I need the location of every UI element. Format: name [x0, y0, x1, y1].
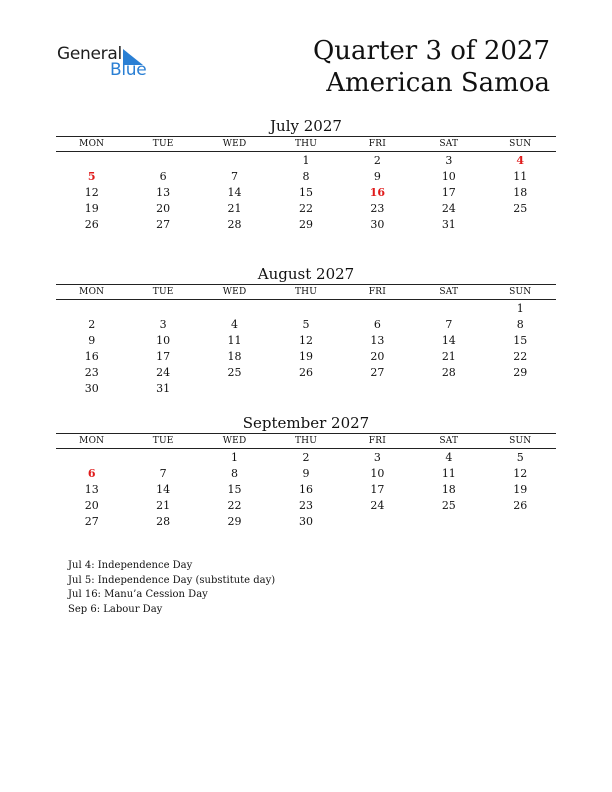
weekday-header: SUN [509, 287, 532, 297]
empty-day-cell [485, 514, 556, 530]
weekday-header: SAT [439, 287, 459, 297]
day-cell: 28 [156, 515, 171, 528]
month-calendar [56, 413, 556, 530]
day-cell: 29 [298, 218, 313, 231]
weekday-header: SUN [509, 436, 532, 446]
day-cell: 31 [441, 218, 456, 231]
empty-day-cell [199, 153, 270, 169]
week-row [56, 201, 556, 217]
day-cell: 18 [441, 483, 456, 496]
day-cell: 9 [88, 334, 96, 347]
day-cell: 27 [156, 218, 171, 231]
day-cell: 28 [227, 218, 242, 231]
day-cell: 9 [373, 170, 381, 183]
day-cell: 10 [441, 170, 456, 183]
weekday-header: SAT [439, 139, 459, 149]
day-cell: 1 [302, 154, 310, 167]
day-cell: 10 [156, 334, 171, 347]
weekday-header: THU [294, 287, 317, 297]
holiday-note: Jul 16: Manu’a Cession Day [68, 589, 208, 600]
weekday-header: SAT [439, 436, 459, 446]
day-cell: 29 [513, 366, 528, 379]
day-cell: 28 [441, 366, 456, 379]
logo-word-general: General [57, 44, 122, 64]
day-cell: 14 [156, 483, 171, 496]
day-cell: 27 [370, 366, 385, 379]
holiday-note: Jul 5: Independence Day (substitute day) [68, 574, 276, 586]
weekday-header-row [56, 433, 556, 449]
weekday-header: FRI [368, 287, 386, 297]
day-cell: 12 [84, 186, 99, 199]
empty-day-cell [413, 381, 484, 397]
logo [57, 44, 157, 82]
day-cell: 23 [370, 202, 385, 215]
weekday-header: SUN [509, 139, 532, 149]
day-cell: 7 [231, 170, 239, 183]
empty-day-cell [56, 450, 127, 466]
holiday-note: Sep 6: Labour Day [68, 603, 163, 615]
week-row [56, 381, 556, 397]
title-line-1: Quarter 3 of 2027 [312, 36, 550, 66]
week-row [56, 185, 556, 201]
weekday-header: TUE [152, 287, 174, 297]
day-cell: 6 [373, 318, 381, 331]
day-cell: 17 [156, 350, 171, 363]
week-row [56, 450, 556, 466]
day-cell: 2 [373, 154, 381, 167]
week-row [56, 349, 556, 365]
day-cell: 10 [370, 467, 385, 480]
day-cell: 12 [298, 334, 313, 347]
day-cell: 26 [84, 218, 99, 231]
week-row [56, 514, 556, 530]
day-cell: 8 [231, 467, 239, 480]
empty-day-cell [199, 301, 270, 317]
weekday-header: THU [294, 139, 317, 149]
day-cell: 16 [298, 483, 313, 496]
day-cell: 13 [370, 334, 385, 347]
weekday-header: WED [222, 139, 247, 149]
day-cell: 3 [159, 318, 167, 331]
weekday-header: THU [294, 436, 317, 446]
empty-day-cell [342, 514, 413, 530]
day-cell: 7 [445, 318, 453, 331]
day-cell: 4 [445, 451, 453, 464]
empty-day-cell [127, 450, 198, 466]
holiday-notes [68, 559, 275, 617]
week-row [56, 317, 556, 333]
day-cell: 25 [441, 499, 456, 512]
day-cell: 12 [513, 467, 528, 480]
day-cell: 18 [227, 350, 242, 363]
page-title [313, 35, 550, 99]
empty-day-cell [342, 381, 413, 397]
day-cell: 6 [87, 467, 96, 480]
empty-day-cell [127, 301, 198, 317]
day-cell: 20 [156, 202, 171, 215]
week-row [56, 466, 556, 482]
day-cell: 4 [516, 154, 525, 167]
day-cell: 13 [84, 483, 99, 496]
month-calendar [56, 116, 556, 233]
day-cell: 29 [227, 515, 242, 528]
week-row [56, 217, 556, 233]
day-cell: 25 [227, 366, 242, 379]
week-row [56, 169, 556, 185]
day-cell: 5 [87, 170, 96, 183]
day-cell: 1 [516, 302, 524, 315]
week-row [56, 482, 556, 498]
week-row [56, 498, 556, 514]
day-cell: 26 [513, 499, 528, 512]
day-cell: 24 [441, 202, 456, 215]
day-cell: 30 [298, 515, 313, 528]
day-cell: 14 [227, 186, 242, 199]
weekday-header: TUE [152, 139, 174, 149]
day-cell: 21 [441, 350, 456, 363]
day-cell: 24 [370, 499, 385, 512]
month-title: September 2027 [242, 414, 370, 432]
day-cell: 27 [84, 515, 99, 528]
day-cell: 9 [302, 467, 310, 480]
day-cell: 30 [84, 382, 99, 395]
week-row [56, 301, 556, 317]
day-cell: 7 [159, 467, 167, 480]
week-row [56, 153, 556, 169]
empty-day-cell [270, 381, 341, 397]
day-cell: 11 [513, 170, 528, 183]
empty-day-cell [199, 381, 270, 397]
day-cell: 18 [513, 186, 528, 199]
day-cell: 3 [373, 451, 381, 464]
day-cell: 5 [516, 451, 524, 464]
title-line-2: American Samoa [326, 68, 550, 98]
weekday-header: FRI [368, 436, 386, 446]
day-cell: 30 [370, 218, 385, 231]
empty-day-cell [127, 153, 198, 169]
day-cell: 20 [84, 499, 99, 512]
day-cell: 24 [156, 366, 171, 379]
day-cell: 15 [298, 186, 313, 199]
weekday-header: WED [222, 287, 247, 297]
weekday-header: TUE [152, 436, 174, 446]
logo-word-blue: Blue [110, 60, 147, 80]
empty-day-cell [56, 153, 127, 169]
day-cell: 1 [231, 451, 239, 464]
empty-day-cell [485, 381, 556, 397]
day-cell: 22 [227, 499, 242, 512]
day-cell: 21 [156, 499, 171, 512]
week-row [56, 333, 556, 349]
day-cell: 19 [513, 483, 528, 496]
day-cell: 8 [302, 170, 310, 183]
day-cell: 26 [298, 366, 313, 379]
day-cell: 15 [513, 334, 528, 347]
month-calendar [56, 264, 556, 397]
weekday-header: FRI [368, 139, 386, 149]
weekday-header-row [56, 284, 556, 300]
day-cell: 21 [227, 202, 242, 215]
weekday-header-row [56, 136, 556, 152]
day-cell: 16 [369, 186, 386, 199]
holiday-note: Jul 4: Independence Day [68, 560, 193, 571]
day-cell: 11 [441, 467, 456, 480]
empty-day-cell [413, 301, 484, 317]
day-cell: 16 [84, 350, 99, 363]
weekday-header: MON [79, 436, 105, 446]
day-cell: 3 [445, 154, 453, 167]
day-cell: 25 [513, 202, 528, 215]
empty-day-cell [56, 301, 127, 317]
day-cell: 8 [516, 318, 524, 331]
day-cell: 19 [298, 350, 313, 363]
empty-day-cell [485, 217, 556, 233]
day-cell: 31 [156, 382, 171, 395]
day-cell: 22 [513, 350, 528, 363]
empty-day-cell [270, 301, 341, 317]
month-title: July 2027 [270, 117, 342, 135]
empty-day-cell [342, 301, 413, 317]
day-cell: 6 [159, 170, 167, 183]
day-cell: 14 [441, 334, 456, 347]
weekday-header: MON [79, 139, 105, 149]
day-cell: 15 [227, 483, 242, 496]
empty-day-cell [413, 514, 484, 530]
weekday-header: MON [79, 287, 105, 297]
weekday-header: WED [222, 436, 247, 446]
day-cell: 20 [370, 350, 385, 363]
day-cell: 2 [302, 451, 310, 464]
day-cell: 23 [298, 499, 313, 512]
day-cell: 11 [227, 334, 242, 347]
day-cell: 17 [441, 186, 456, 199]
day-cell: 22 [298, 202, 313, 215]
day-cell: 19 [84, 202, 99, 215]
week-row [56, 365, 556, 381]
day-cell: 13 [156, 186, 171, 199]
day-cell: 23 [84, 366, 99, 379]
day-cell: 17 [370, 483, 385, 496]
month-title: August 2027 [257, 265, 355, 283]
day-cell: 2 [88, 318, 96, 331]
day-cell: 4 [231, 318, 239, 331]
day-cell: 5 [302, 318, 310, 331]
